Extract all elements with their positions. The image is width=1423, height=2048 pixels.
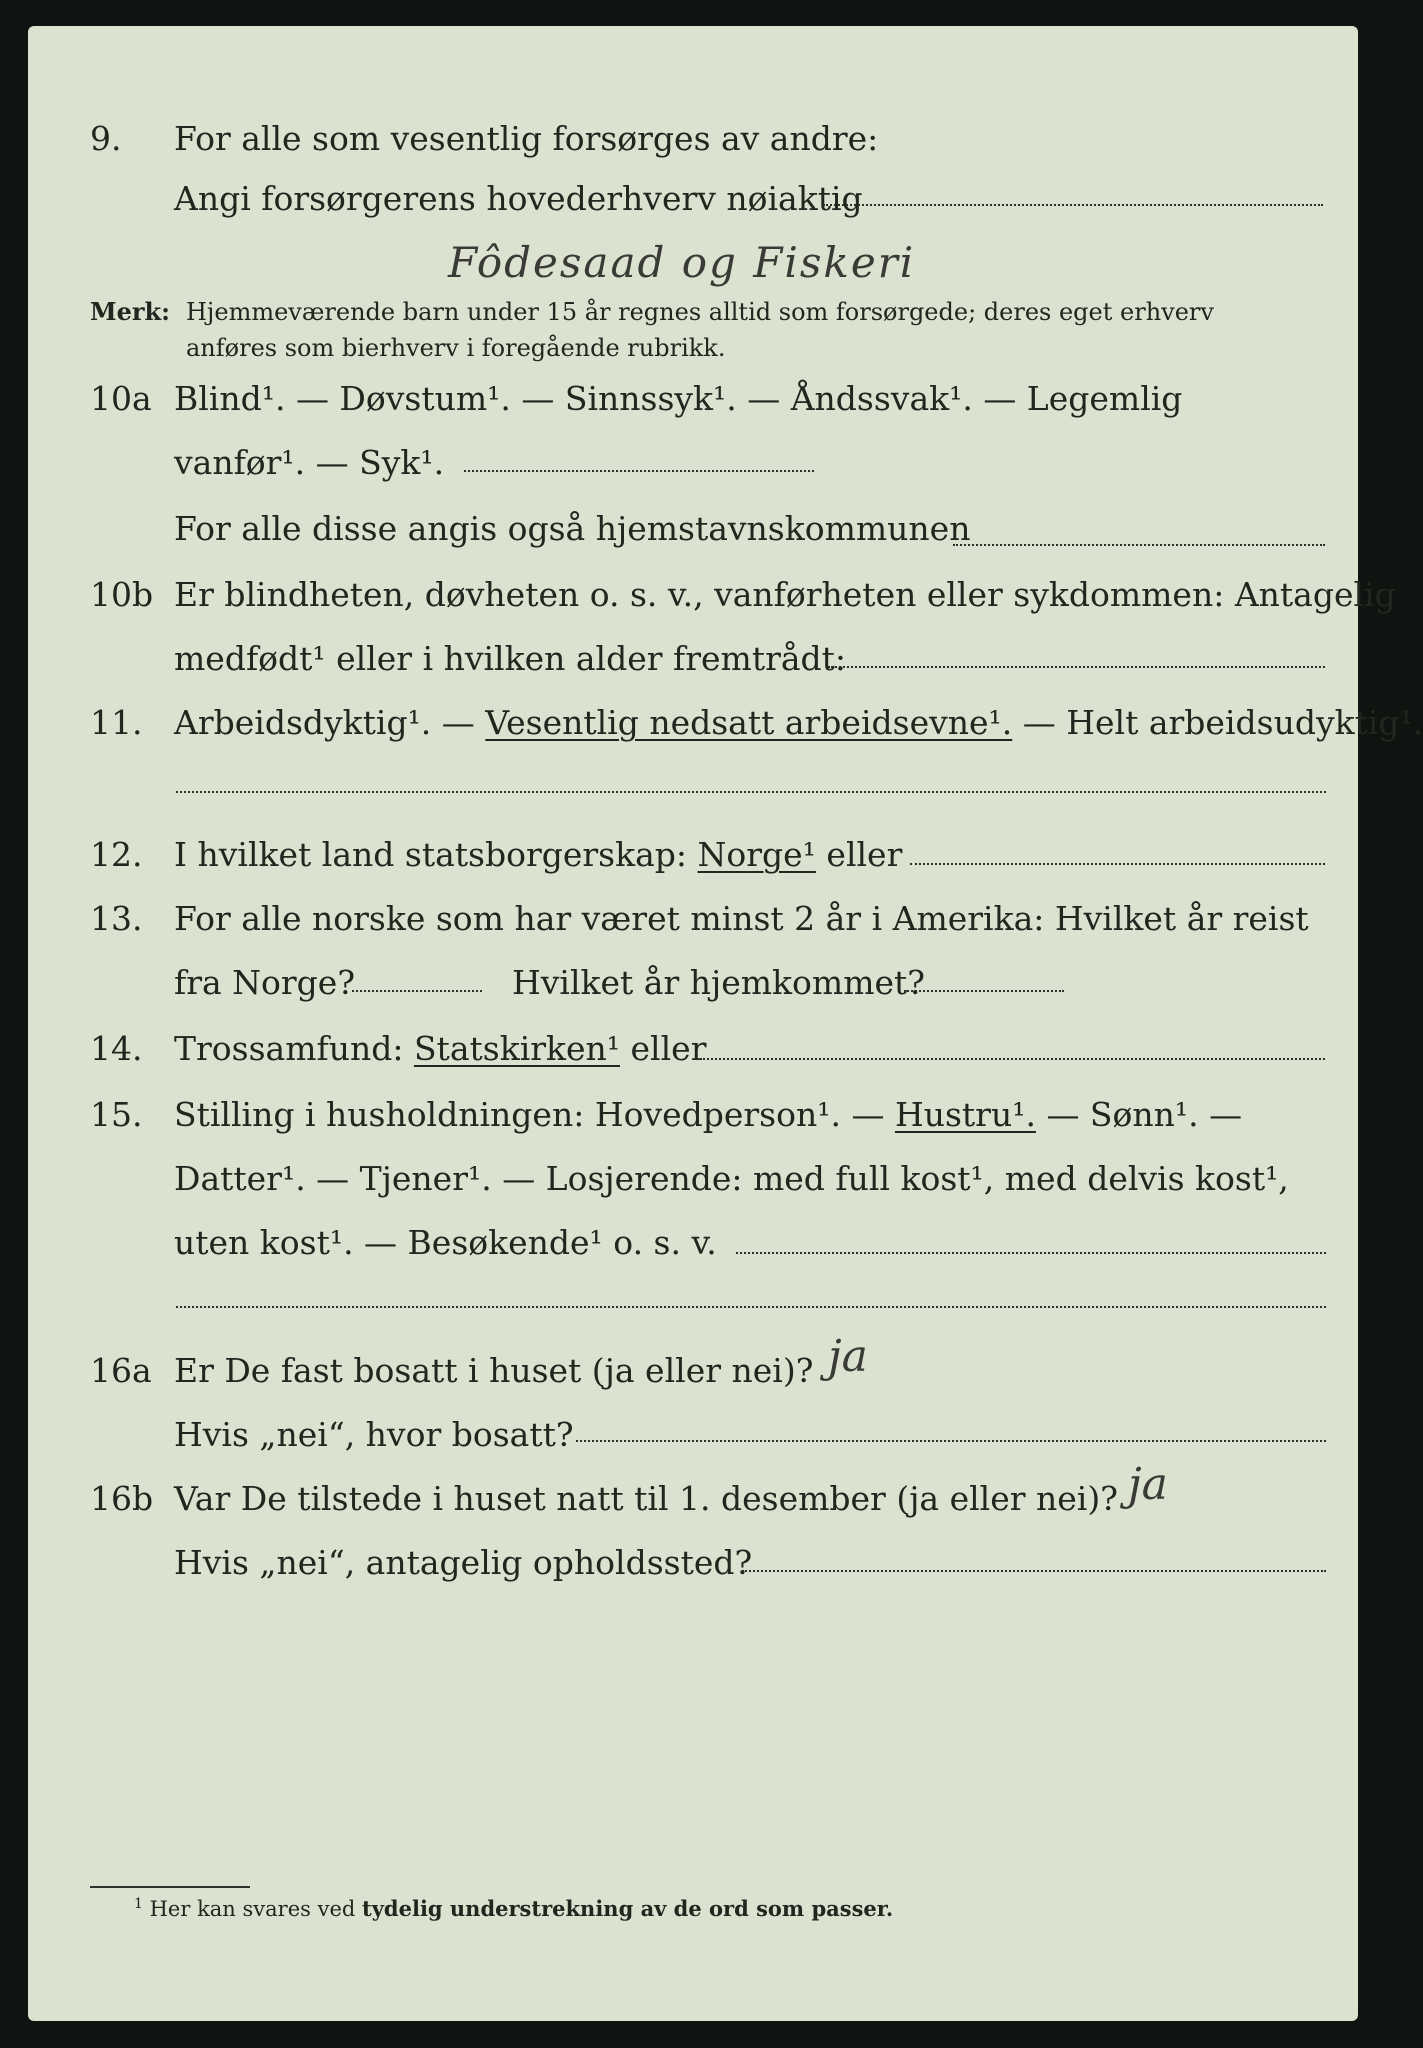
q10a-line-2: vanfør¹. — Syk¹.	[174, 443, 445, 482]
q9-row	[28, 114, 1358, 164]
q12-row	[28, 830, 1358, 880]
q15-line-3: uten kost¹. — Besøkende¹ o. s. v.	[174, 1223, 717, 1262]
q13-row	[28, 894, 1358, 944]
q9-number: 9.	[90, 119, 122, 158]
q16b-question: Var De tilstede i huset natt til 1. desember (ja eller nei)?	[174, 1479, 1118, 1518]
q10a-line-1: Blind¹. — Døvstum¹. — Sinnssyk¹. — Åndssvak¹. — Legemlig	[174, 379, 1183, 418]
q10b-line-2: medfødt¹ eller i hvilken alder fremtrådt:	[174, 639, 847, 678]
q16b-number: 16b	[90, 1479, 154, 1518]
q12-number: 12.	[90, 835, 143, 874]
merk-line-1: Hjemmeværende barn under 15 år regnes alltid som forsørgede; deres eget erhverv	[186, 298, 1214, 326]
q12-text	[174, 830, 902, 880]
q10b-number: 10b	[90, 575, 154, 614]
q16a-row-2	[28, 1410, 1358, 1460]
q16b-row-2	[28, 1538, 1358, 1588]
q13-left-country: fra Norge?	[174, 963, 356, 1002]
q16a-line-2: Hvis „nei“, hvor bosatt?	[174, 1415, 574, 1454]
q15-line-2: Datter¹. — Tjener¹. — Losjerende: med full kost¹, med delvis kost¹,	[174, 1159, 1289, 1198]
footnote-text-b: tydelig understrekning av de ord som passer.	[362, 1896, 894, 1921]
q10a-municipality-line	[953, 544, 1325, 546]
q10a-row-3	[28, 504, 1358, 554]
q13-return-year-line	[904, 990, 1064, 992]
q13-number: 13.	[90, 899, 143, 938]
merk-note	[90, 294, 1340, 374]
q13-returned: Hvilket år hjemkommet?	[512, 963, 925, 1002]
q12-or: eller	[826, 835, 903, 874]
q16a-handwritten-answer: ja	[828, 1331, 868, 1382]
q14-or: eller	[630, 1029, 707, 1068]
q15-son: — Sønn¹. —	[1046, 1095, 1243, 1134]
q14-text	[174, 1024, 706, 1074]
q15-row	[28, 1090, 1358, 1140]
q15-row-3	[28, 1218, 1358, 1268]
footnote-rule	[90, 1886, 250, 1888]
q15-other-line	[736, 1252, 1326, 1254]
q9-handwritten-answer: Fôdesaad og Fiskeri	[448, 238, 916, 287]
q10a-row-2	[28, 438, 1358, 488]
q10a-line-3: For alle disse angis også hjemstavnskommunen	[174, 509, 971, 548]
q15-line-1	[174, 1090, 1242, 1140]
footnote	[134, 1894, 893, 1924]
q16b-line-2: Hvis „nei“, antagelig opholdssted?	[174, 1543, 753, 1582]
q14-question: Trossamfund:	[174, 1029, 404, 1068]
q10b-row	[28, 570, 1396, 620]
q9-answer-line	[823, 204, 1323, 206]
q15-row-2	[28, 1154, 1358, 1204]
q16a-number: 16a	[90, 1351, 152, 1390]
q11-number: 11.	[90, 703, 143, 742]
merk-line-2: anføres som bierhverv i foregående rubrikk.	[186, 334, 726, 362]
q12-other-line	[910, 863, 1325, 865]
q11-option-reduced: Vesentlig nedsatt arbeidsevne¹.	[485, 703, 1013, 742]
q14-other-line	[700, 1058, 1325, 1060]
q12-country: Norge¹	[697, 835, 816, 874]
q10a-number: 10a	[90, 379, 152, 418]
q16a-question: Er De fast bosatt i huset (ja eller nei)?	[174, 1351, 814, 1390]
merk-label: Merk:	[90, 297, 170, 326]
q9-question: For alle som vesentlig forsørges av andre:	[174, 119, 879, 158]
q10b-line-1: Er blindheten, døvheten o. s. v., vanførheten eller sykdommen: Antagelig	[174, 575, 1396, 614]
q15-positions: Stilling i husholdningen: Hovedperson¹. —	[174, 1095, 885, 1134]
q16a-row	[28, 1346, 1358, 1396]
q16a-residence-line	[576, 1440, 1326, 1442]
q15-extra-line	[176, 1306, 1326, 1308]
q10a-row	[28, 374, 1358, 424]
q14-row	[28, 1024, 1358, 1074]
q11-row	[28, 698, 1423, 748]
q11-options	[174, 698, 1423, 748]
q12-question: I hvilket land statsborgerskap:	[174, 835, 688, 874]
q11-option-able: Arbeidsdyktig¹. —	[174, 703, 475, 742]
q9-question-2: Angi forsørgerens hovederhverv nøiaktig	[174, 179, 863, 218]
q14-number: 14.	[90, 1029, 143, 1068]
q10a-sick-line	[464, 470, 814, 472]
q11-option-unable: — Helt arbeidsudyktig¹.	[1022, 703, 1423, 742]
q10b-age-line	[828, 666, 1325, 668]
q16b-location-line	[742, 1570, 1326, 1572]
footnote-mark: 1	[134, 1896, 143, 1912]
census-form-page	[28, 26, 1423, 2021]
q10b-row-2	[28, 634, 1358, 684]
q13-row-2	[28, 958, 1358, 1008]
q16b-handwritten-answer: ja	[1128, 1459, 1168, 1510]
q15-wife: Hustru¹.	[894, 1095, 1036, 1134]
q13-left-year-line	[352, 990, 482, 992]
q14-church: Statskirken¹	[413, 1029, 621, 1068]
footnote-text-a: Her kan svares ved	[149, 1897, 356, 1921]
q11-extra-line	[176, 791, 1326, 793]
q9-row-2	[28, 174, 1358, 224]
q13-line-1: For alle norske som har været minst 2 år i Amerika: Hvilket år reist	[174, 899, 1309, 938]
q15-number: 15.	[90, 1095, 143, 1134]
